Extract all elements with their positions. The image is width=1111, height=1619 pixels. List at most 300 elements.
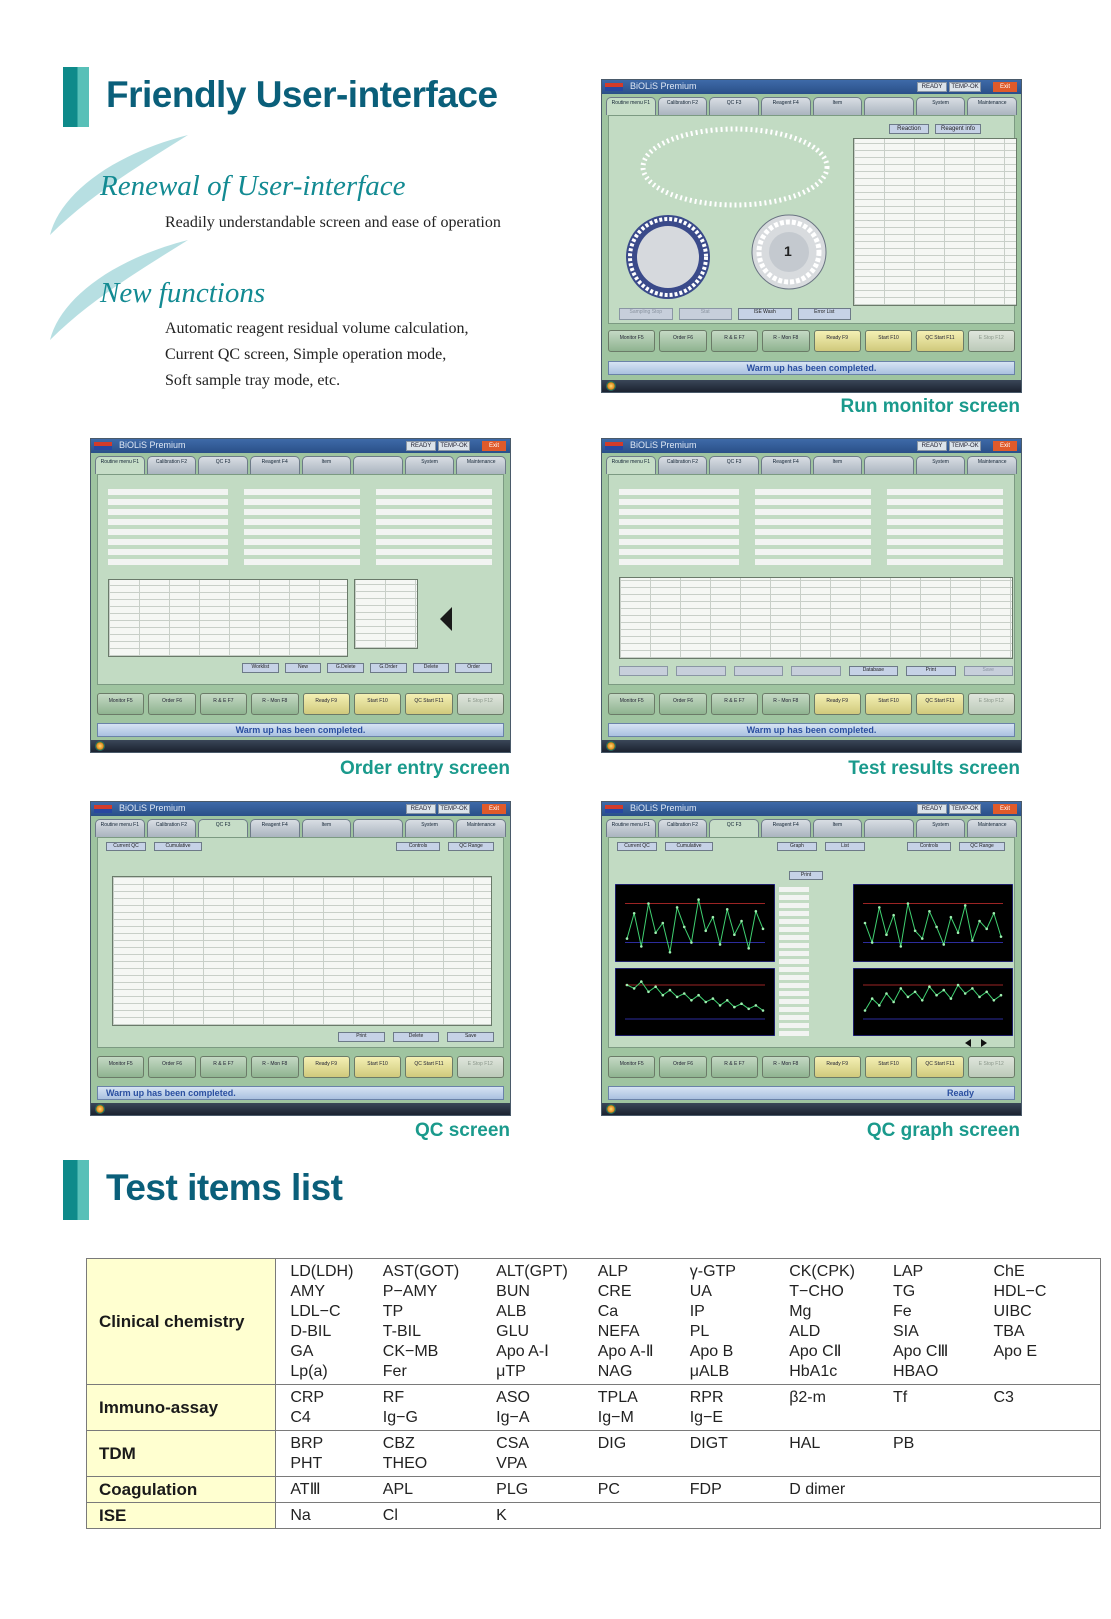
temp-indicator: TEMP-OK <box>949 804 981 814</box>
data-point <box>712 916 715 919</box>
result-file-fields <box>887 485 1003 565</box>
cumulative-button[interactable]: Cumulative <box>665 842 713 851</box>
current-qc-button[interactable]: Current QC <box>106 842 146 851</box>
qc-graph-screenshot <box>601 801 1022 1116</box>
test-item-cell: Na <box>276 1503 383 1529</box>
tab-calibration[interactable]: Calibration F2 <box>147 456 197 474</box>
data-point <box>719 1004 722 1007</box>
app-logo <box>605 442 623 450</box>
monitor-button[interactable]: Monitor F5 <box>97 1056 144 1078</box>
tab-reagent[interactable]: Reagent F4 <box>761 819 811 837</box>
data-point <box>978 920 981 923</box>
controls-button[interactable]: Controls <box>907 842 951 851</box>
arrow-left-icon[interactable] <box>440 607 452 631</box>
main-tabs <box>606 97 1017 115</box>
ready-button[interactable]: Ready F9 <box>814 330 861 352</box>
chart-background <box>615 968 775 1036</box>
qc-top-buttons <box>106 842 502 852</box>
newfunc-text <box>165 316 468 394</box>
error-list-button[interactable]: Error List <box>798 308 852 320</box>
table-row <box>87 1431 1101 1477</box>
test-item-cell: Cl <box>383 1503 496 1529</box>
caption-test-results: Test results screen <box>848 758 1020 779</box>
data-point <box>762 1009 765 1012</box>
data-point <box>690 941 693 944</box>
test-item-cell <box>993 1431 1100 1477</box>
tab-maintenance[interactable]: Maintenance <box>967 456 1017 474</box>
table-row <box>87 1503 1101 1529</box>
exit-button[interactable]: Exit <box>482 804 506 814</box>
status-message: Warm up has been completed. <box>97 723 504 737</box>
caption-order-entry: Order entry screen <box>339 758 510 779</box>
category-cell: ISE <box>87 1503 276 1529</box>
main-tabs <box>95 819 506 837</box>
test-item-cell: C3 <box>993 1385 1100 1431</box>
tab-qc[interactable]: QC F3 <box>198 819 248 837</box>
new-button[interactable]: New <box>285 663 322 673</box>
tab-maintenance[interactable]: Maintenance <box>456 819 506 837</box>
rmon-button[interactable]: R - Mon F8 <box>762 693 809 715</box>
data-point <box>942 989 945 992</box>
table-row <box>87 1385 1101 1431</box>
tab-reagent[interactable]: Reagent F4 <box>250 456 300 474</box>
start-orb-icon[interactable] <box>606 741 616 751</box>
results-table[interactable] <box>619 577 1013 659</box>
data-point <box>985 928 988 931</box>
monitor-button[interactable]: Monitor F5 <box>608 1056 655 1078</box>
data-point <box>928 910 931 913</box>
data-point <box>907 902 910 905</box>
tab-reagent[interactable]: Reagent F4 <box>761 97 811 115</box>
qc-graph-top-buttons <box>617 842 1013 852</box>
qc-range-button[interactable]: QC Range <box>959 842 1005 851</box>
test-item-cell: PC <box>598 1477 690 1503</box>
test-item-cell: PB <box>893 1431 994 1477</box>
main-tabs <box>95 456 506 474</box>
data-point <box>697 898 700 901</box>
monitor-button[interactable]: Monitor F5 <box>608 330 655 352</box>
test-item-cell: FDP <box>690 1477 789 1503</box>
newfunc-line: Current QC screen, Simple operation mode, <box>165 346 447 363</box>
status-message: Ready <box>608 1086 1015 1100</box>
exit-button[interactable]: Exit <box>993 441 1017 451</box>
qc-start-button[interactable]: QC Start F11 <box>405 693 452 715</box>
sample-tray <box>623 212 713 302</box>
tab-system[interactable]: System <box>405 456 455 474</box>
compute-grid[interactable] <box>354 579 418 649</box>
tab-item[interactable]: Item <box>813 97 863 115</box>
start-orb-icon[interactable] <box>95 1104 105 1114</box>
test-item-cell: ASO Ig−A <box>496 1385 598 1431</box>
ready-button[interactable]: Ready F9 <box>303 1056 350 1078</box>
qc-start-button[interactable]: QC Start F11 <box>916 330 963 352</box>
tab-system[interactable]: System <box>405 819 455 837</box>
test-item-cell: ChE HDL−C UIBC TBA Apo E <box>993 1259 1100 1385</box>
monitor-button[interactable]: Monitor F5 <box>608 693 655 715</box>
ready-button[interactable]: Ready F9 <box>814 693 861 715</box>
controls-button[interactable]: Controls <box>396 842 440 851</box>
data-point <box>1000 994 1003 997</box>
data-point <box>985 991 988 994</box>
app-titlebar <box>602 439 1021 453</box>
test-item-cell <box>598 1503 690 1529</box>
data-point <box>907 996 910 999</box>
e-stop-button[interactable]: E Stop F12 <box>968 1056 1015 1078</box>
app-titlebar <box>91 802 510 816</box>
function-bar <box>608 330 1015 352</box>
data-point <box>892 914 895 917</box>
exit-button[interactable]: Exit <box>993 82 1017 92</box>
re-button[interactable]: R & E F7 <box>200 1056 247 1078</box>
app-titlebar <box>602 80 1021 94</box>
test-item-cell: AST(GOT) P−AMY TP T-BIL CK−MB Fer <box>383 1259 496 1385</box>
app-name: BiOLiS Premium <box>630 440 697 450</box>
data-point <box>647 902 650 905</box>
data-point <box>640 945 643 948</box>
test-item-cell <box>690 1503 789 1529</box>
qc-chart-lower-right <box>853 968 1013 1036</box>
app-logo <box>605 805 623 813</box>
data-point <box>654 931 657 934</box>
print-button[interactable]: Print <box>906 666 955 676</box>
draw-fields <box>244 485 360 565</box>
data-point <box>733 933 736 936</box>
start-button[interactable]: Start F10 <box>354 693 401 715</box>
qc-start-button[interactable]: QC Start F11 <box>405 1056 452 1078</box>
qc-graph-panel <box>608 837 1015 1048</box>
tab-blank[interactable] <box>353 819 403 837</box>
e-stop-button[interactable]: E Stop F12 <box>968 693 1015 715</box>
category-cell: TDM <box>87 1431 276 1477</box>
stop-button[interactable] <box>734 666 783 676</box>
tab-reagent[interactable]: Reagent F4 <box>761 456 811 474</box>
data-point <box>755 1004 758 1007</box>
test-item-cell: γ-GTP UA IP PL Apo B μALB <box>690 1259 789 1385</box>
os-taskbar <box>602 1103 1021 1115</box>
qc-range-button[interactable]: QC Range <box>448 842 494 851</box>
data-point <box>993 912 996 915</box>
tab-calibration[interactable]: Calibration F2 <box>147 819 197 837</box>
qc-delete-button[interactable]: Delete <box>393 1032 440 1042</box>
data-point <box>971 987 974 990</box>
nav-right-icon[interactable] <box>981 1039 987 1047</box>
tab-blank[interactable] <box>864 819 914 837</box>
tab-item[interactable]: Item <box>302 819 352 837</box>
order-button[interactable]: Order F6 <box>659 1056 706 1078</box>
category-cell: Immuno-assay <box>87 1385 276 1431</box>
test-item-cell: LAP TG Fe SIA Apo CⅢ HBAO <box>893 1259 994 1385</box>
tab-qc[interactable]: QC F3 <box>709 97 759 115</box>
data-point <box>733 1006 736 1009</box>
tab-system[interactable]: System <box>916 819 966 837</box>
data-point <box>921 937 924 940</box>
test-item-cell: DIGT <box>690 1431 789 1477</box>
sampling-stop-button[interactable]: Sampling Stop <box>619 308 673 320</box>
data-point <box>654 985 657 988</box>
reagent-tray-number: 1 <box>784 243 792 259</box>
tab-qc[interactable]: QC F3 <box>709 819 759 837</box>
data-point <box>878 906 881 909</box>
data-point <box>683 926 686 929</box>
test-item-cell: ATⅢ <box>276 1477 383 1503</box>
tab-reagent[interactable]: Reagent F4 <box>250 819 300 837</box>
g-order-button[interactable]: G.Order <box>370 663 407 673</box>
tab-item[interactable]: Item <box>813 819 863 837</box>
temp-indicator: TEMP-OK <box>949 441 981 451</box>
results-panel <box>608 474 1015 685</box>
data-point <box>661 922 664 925</box>
app-name: BiOLiS Premium <box>119 440 186 450</box>
data-point <box>885 933 888 936</box>
newfunc-line: Automatic reagent residual volume calculation, <box>165 320 469 337</box>
save-button[interactable]: Save <box>964 666 1013 676</box>
app-name: BiOLiS Premium <box>630 803 697 813</box>
data-point <box>935 994 938 997</box>
data-point <box>971 939 974 942</box>
app-titlebar <box>602 802 1021 816</box>
data-point <box>892 1001 895 1004</box>
tab-maintenance[interactable]: Maintenance <box>967 819 1017 837</box>
exit-button[interactable]: Exit <box>993 804 1017 814</box>
rmon-button[interactable]: R - Mon F8 <box>762 1056 809 1078</box>
test-item-cell <box>993 1503 1100 1529</box>
data-point <box>626 937 629 940</box>
current-qc-button[interactable]: Current QC <box>617 842 657 851</box>
nav-left-icon[interactable] <box>965 1039 971 1047</box>
rmon-button[interactable]: R - Mon F8 <box>251 1056 298 1078</box>
tab-blank[interactable] <box>864 97 914 115</box>
list-button[interactable]: List <box>825 842 865 851</box>
test-item-cell <box>893 1503 994 1529</box>
exit-button[interactable]: Exit <box>482 441 506 451</box>
table-row <box>87 1259 1101 1385</box>
tab-routine[interactable]: Routine menu F1 <box>606 456 656 474</box>
data-point <box>704 930 707 933</box>
start-orb-icon[interactable] <box>95 741 105 751</box>
qc-screenshot <box>90 801 511 1116</box>
data-point <box>704 1001 707 1004</box>
qc-data-table[interactable] <box>112 876 492 1026</box>
start-button[interactable]: Start F10 <box>865 330 912 352</box>
start-button[interactable]: Start F10 <box>865 1056 912 1078</box>
tab-qc[interactable]: QC F3 <box>198 456 248 474</box>
test-item-cell: ALT(GPT) BUN ALB GLU Apo A-Ⅰ μTP <box>496 1259 598 1385</box>
data-point <box>957 984 960 987</box>
newfunc-heading: New functions <box>100 277 266 309</box>
data-point <box>626 984 629 987</box>
qc-start-button[interactable]: QC Start F11 <box>916 693 963 715</box>
newfunc-line: Soft sample tray mode, etc. <box>165 372 341 389</box>
function-bar <box>608 693 1015 715</box>
delete-button[interactable]: Delete <box>413 663 450 673</box>
app-logo <box>94 805 112 813</box>
order-button-row <box>242 663 492 673</box>
ready-indicator: READY <box>917 441 947 451</box>
qc-chart-upper-right <box>853 884 1013 962</box>
test-item-cell: ALP CRE Ca NEFA Apo A-Ⅱ NAG <box>598 1259 690 1385</box>
renewal-heading: Renewal of User-interface <box>100 170 406 202</box>
qc-panel <box>97 837 504 1048</box>
re-button[interactable]: R & E F7 <box>711 1056 758 1078</box>
test-item-cell: TPLA Ig−M <box>598 1385 690 1431</box>
tab-blank[interactable] <box>353 456 403 474</box>
status-message: Warm up has been completed. <box>608 361 1015 375</box>
order-button[interactable]: Order F6 <box>659 693 706 715</box>
test-item-cell: D dimer <box>789 1477 893 1503</box>
reaction-disk <box>635 122 835 212</box>
re-button[interactable]: R & E F7 <box>200 693 247 715</box>
data-point <box>964 904 967 907</box>
stat-button[interactable]: Stat <box>679 308 733 320</box>
tab-calibration[interactable]: Calibration F2 <box>658 456 708 474</box>
result-draw-fields <box>755 485 871 565</box>
data-point <box>871 997 874 1000</box>
database-button[interactable]: Database <box>849 666 898 676</box>
reagent-info-button[interactable]: Reagent info <box>935 124 981 134</box>
qc-chart-lower-left <box>615 968 775 1036</box>
e-stop-button[interactable]: E Stop F12 <box>968 330 1015 352</box>
e-stop-button[interactable]: E Stop F12 <box>457 1056 504 1078</box>
patient-fields <box>108 485 228 565</box>
data-point <box>726 908 729 911</box>
tab-calibration[interactable]: Calibration F2 <box>658 819 708 837</box>
test-item-cell: K <box>496 1503 598 1529</box>
qc-chart-upper-left <box>615 884 775 962</box>
tab-item[interactable]: Item <box>302 456 352 474</box>
start-orb-icon[interactable] <box>606 381 616 391</box>
test-item-cell: RF Ig−G <box>383 1385 496 1431</box>
data-point <box>747 947 750 950</box>
tab-routine[interactable]: Routine menu F1 <box>606 97 656 115</box>
graph-button[interactable]: Graph <box>777 842 817 851</box>
os-taskbar <box>602 380 1021 392</box>
data-point <box>633 987 636 990</box>
main-tabs <box>606 456 1017 474</box>
test-item-cell: HAL <box>789 1431 893 1477</box>
data-point <box>864 1009 867 1012</box>
order-submit-button[interactable]: Order <box>455 663 492 673</box>
data-point <box>899 987 902 990</box>
order-entry-screenshot <box>90 438 511 753</box>
app-logo <box>605 83 623 91</box>
data-point <box>950 916 953 919</box>
rmon-button[interactable]: R - Mon F8 <box>251 693 298 715</box>
data-point <box>647 991 650 994</box>
test-item-cell: CK(CPK) T−CHO Mg ALD Apo CⅡ HbA1c <box>789 1259 893 1385</box>
tab-calibration[interactable]: Calibration F2 <box>658 97 708 115</box>
data-point <box>661 994 664 997</box>
category-cell: Clinical chemistry <box>87 1259 276 1385</box>
data-point <box>726 999 729 1002</box>
test-item-cell: PLG <box>496 1477 598 1503</box>
ise-wash-button[interactable]: ISE Wash <box>738 308 792 320</box>
monitor-button[interactable]: Monitor F5 <box>97 693 144 715</box>
data-point <box>640 980 643 983</box>
tab-system[interactable]: System <box>916 97 966 115</box>
tab-qc[interactable]: QC F3 <box>709 456 759 474</box>
cycle-table <box>853 138 1017 306</box>
prev-step-button[interactable] <box>676 666 725 676</box>
rmon-button[interactable]: R - Mon F8 <box>762 330 809 352</box>
data-point <box>747 1008 750 1011</box>
test-item-cell <box>789 1503 893 1529</box>
section-accent-bar <box>63 1160 89 1220</box>
tab-maintenance[interactable]: Maintenance <box>456 456 506 474</box>
tab-maintenance[interactable]: Maintenance <box>967 97 1017 115</box>
tab-routine[interactable]: Routine menu F1 <box>95 819 145 837</box>
order-button[interactable]: Order F6 <box>148 693 195 715</box>
ready-button[interactable]: Ready F9 <box>814 1056 861 1078</box>
stats-left <box>779 884 809 1036</box>
qc-graph-print-button[interactable]: Print <box>789 871 823 880</box>
test-items-table <box>86 1258 1101 1529</box>
data-point <box>942 943 945 946</box>
next-step-button[interactable] <box>791 666 840 676</box>
test-item-cell: Tf <box>893 1385 994 1431</box>
data-point <box>921 999 924 1002</box>
section-accent-bar <box>63 67 89 127</box>
data-point <box>914 991 917 994</box>
order-button[interactable]: Order F6 <box>148 1056 195 1078</box>
e-stop-button[interactable]: E Stop F12 <box>457 693 504 715</box>
re-button[interactable]: R & E F7 <box>711 330 758 352</box>
tab-blank[interactable] <box>864 456 914 474</box>
tab-routine[interactable]: Routine menu F1 <box>95 456 145 474</box>
section-title-test-items: Test items list <box>106 1167 343 1208</box>
test-selection-grid[interactable] <box>108 579 348 657</box>
data-point <box>676 906 679 909</box>
start-button[interactable]: Start F10 <box>354 1056 401 1078</box>
caption-run-monitor: Run monitor screen <box>840 396 1020 417</box>
tab-item[interactable]: Item <box>813 456 863 474</box>
ready-button[interactable]: Ready F9 <box>303 693 350 715</box>
test-item-cell: APL <box>383 1477 496 1503</box>
order-button[interactable]: Order F6 <box>659 330 706 352</box>
cumulative-button[interactable]: Cumulative <box>154 842 202 851</box>
results-button-row <box>619 666 1013 676</box>
qc-start-button[interactable]: QC Start F11 <box>916 1056 963 1078</box>
test-item-cell: LD(LDH) AMY LDL−C D-BIL GA Lp(a) <box>276 1259 383 1385</box>
function-bar <box>608 1056 1015 1078</box>
data-point <box>864 922 867 925</box>
prev-button[interactable] <box>619 666 668 676</box>
reaction-button[interactable]: Reaction <box>889 124 929 134</box>
test-item-cell: BRP PHT <box>276 1431 383 1477</box>
data-point <box>690 999 693 1002</box>
start-orb-icon[interactable] <box>606 1104 616 1114</box>
qc-print-button[interactable]: Print <box>338 1032 385 1042</box>
category-cell: Coagulation <box>87 1477 276 1503</box>
main-tabs <box>606 819 1017 837</box>
tab-system[interactable]: System <box>916 456 966 474</box>
run-monitor-panel <box>608 115 1015 324</box>
data-point <box>740 1002 743 1005</box>
tab-routine[interactable]: Routine menu F1 <box>606 819 656 837</box>
worklist-button[interactable]: Worklist <box>242 663 279 673</box>
data-point <box>899 945 902 948</box>
re-button[interactable]: R & E F7 <box>711 693 758 715</box>
test-item-cell: β2-m <box>789 1385 893 1431</box>
g-delete-button[interactable]: G.Delete <box>327 663 364 673</box>
data-point <box>683 992 686 995</box>
ready-indicator: READY <box>917 82 947 92</box>
test-item-cell: CBZ THEO <box>383 1431 496 1477</box>
caption-qc: QC screen <box>414 1120 510 1141</box>
qc-save-button[interactable]: Save <box>447 1032 494 1042</box>
start-button[interactable]: Start F10 <box>865 693 912 715</box>
data-point <box>762 928 765 931</box>
app-titlebar <box>91 439 510 453</box>
